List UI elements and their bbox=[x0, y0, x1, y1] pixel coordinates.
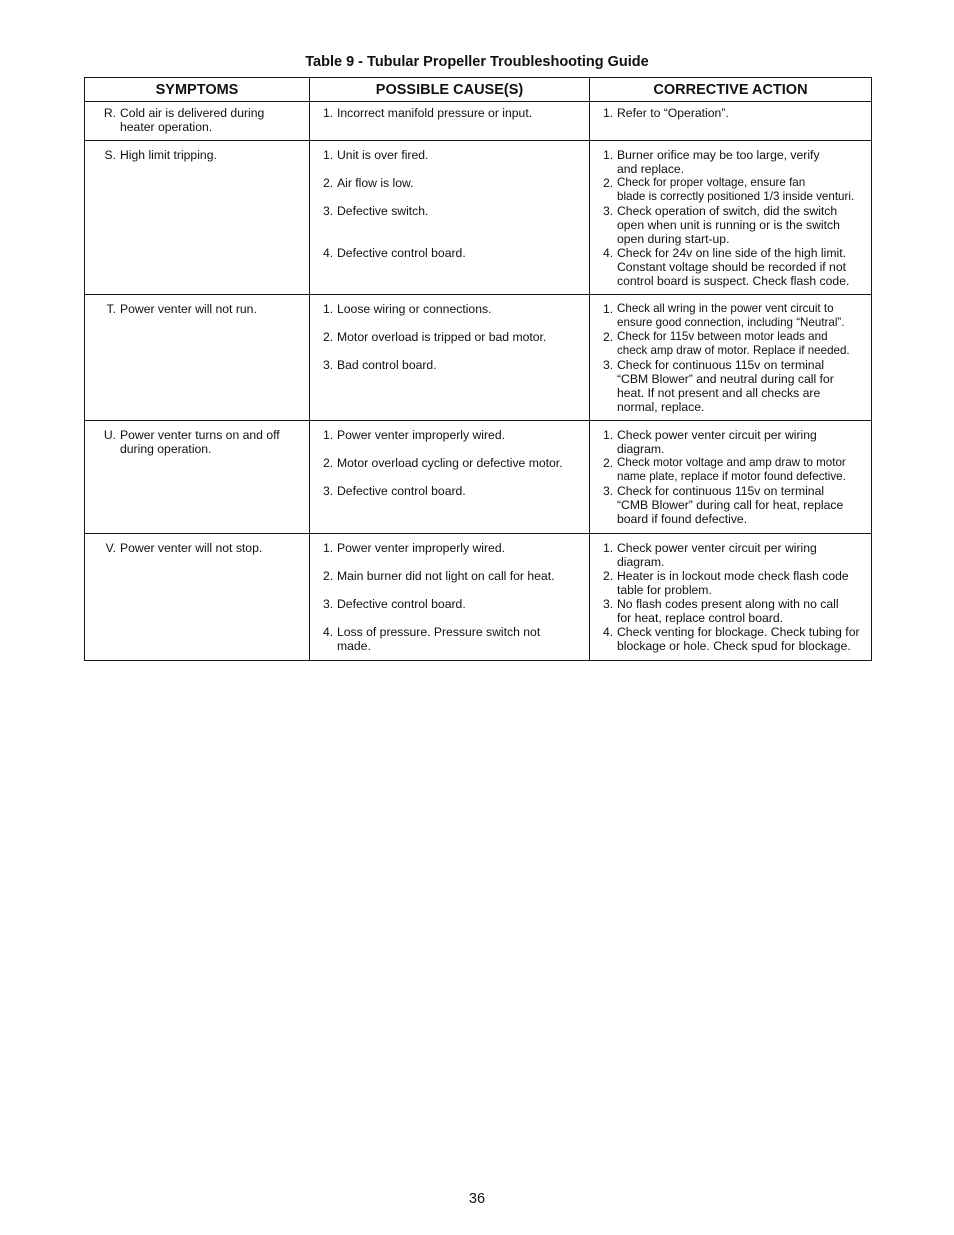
cause-item bbox=[310, 484, 583, 498]
causes-cell bbox=[310, 421, 590, 534]
cause-text: Bad control board. bbox=[337, 358, 437, 372]
cause-number: 3. bbox=[323, 358, 334, 372]
cause-text: Incorrect manifold pressure or input. bbox=[337, 106, 533, 120]
table-row bbox=[85, 295, 872, 421]
action-item bbox=[590, 246, 865, 288]
table-row bbox=[85, 141, 872, 295]
action-item bbox=[590, 569, 865, 597]
symptom-letter: U. bbox=[103, 428, 116, 442]
action-text: No flash codes present along with no call for heat, replace control board. bbox=[617, 597, 839, 625]
cause-item bbox=[310, 428, 583, 456]
action-text: Check for 24v on line side of the high limit. Constant voltage should be recorded if not control board is suspect. Check flash code. bbox=[617, 246, 850, 288]
cause-item bbox=[310, 330, 583, 358]
cause-text: Defective control board. bbox=[337, 246, 466, 260]
action-text: Check all wring in the power vent circuit to ensure good connection, including “Neutral”. bbox=[617, 302, 845, 329]
action-text: Check power venter circuit per wiring diagram. bbox=[617, 541, 817, 569]
cause-item bbox=[310, 148, 583, 176]
action-item bbox=[590, 456, 865, 484]
symptom-letter: V. bbox=[105, 541, 116, 555]
cause-text: Motor overload is tripped or bad motor. bbox=[337, 330, 547, 344]
cause-number: 2. bbox=[323, 176, 334, 190]
action-text: Check power venter circuit per wiring diagram. bbox=[617, 428, 817, 456]
table-header-row bbox=[85, 78, 872, 102]
cause-item bbox=[310, 358, 583, 372]
symptom-cell bbox=[85, 295, 310, 421]
action-number: 2. bbox=[603, 330, 614, 344]
action-item bbox=[590, 541, 865, 569]
action-number: 2. bbox=[603, 569, 614, 583]
action-text: Check operation of switch, did the switch open when unit is running or is the switch open during start-up. bbox=[617, 204, 840, 246]
symptom-text: Power venter will not stop. bbox=[120, 541, 263, 555]
header-possible-causes: POSSIBLE CAUSE(S) bbox=[310, 78, 590, 102]
header-corrective-action: CORRECTIVE ACTION bbox=[590, 78, 872, 102]
action-item bbox=[590, 106, 865, 120]
troubleshooting-table bbox=[84, 77, 872, 661]
symptom-text: Power venter turns on and off during operation. bbox=[120, 428, 280, 456]
cause-number: 2. bbox=[323, 330, 334, 344]
cause-text: Motor overload cycling or defective motor. bbox=[337, 456, 563, 470]
table-title: Table 9 - Tubular Propeller Troubleshooting Guide bbox=[305, 54, 649, 70]
action-text: Check for 115v between motor leads and check amp draw of motor. Replace if needed. bbox=[617, 330, 850, 357]
action-number: 1. bbox=[603, 106, 614, 120]
action-item bbox=[590, 358, 865, 414]
actions-cell bbox=[590, 421, 872, 534]
cause-number: 3. bbox=[323, 204, 334, 218]
action-number: 1. bbox=[603, 148, 614, 162]
cause-item bbox=[310, 246, 583, 260]
symptom-letter: R. bbox=[103, 106, 116, 120]
causes-cell bbox=[310, 141, 590, 295]
action-item bbox=[590, 176, 865, 204]
action-number: 2. bbox=[603, 456, 614, 470]
cause-item bbox=[310, 569, 583, 597]
action-number: 3. bbox=[603, 597, 614, 611]
cause-item bbox=[310, 456, 583, 484]
cause-text: Main burner did not light on call for heat. bbox=[337, 569, 555, 583]
cause-item bbox=[310, 541, 583, 569]
cause-item bbox=[310, 204, 583, 246]
symptom-letter: S. bbox=[104, 148, 116, 162]
symptom-text: Power venter will not run. bbox=[120, 302, 257, 316]
symptom-cell bbox=[85, 534, 310, 661]
action-text: Check venting for blockage. Check tubing for blockage or hole. Check spud for blockage. bbox=[617, 625, 860, 653]
actions-cell bbox=[590, 102, 872, 141]
action-text: Check for continuous 115v on terminal “CMB Blower” during call for heat, replace board if found defective. bbox=[617, 484, 844, 526]
action-number: 4. bbox=[603, 246, 614, 260]
cause-number: 4. bbox=[323, 625, 334, 639]
cause-number: 1. bbox=[323, 541, 334, 555]
header-symptoms: SYMPTOMS bbox=[85, 78, 310, 102]
action-number: 1. bbox=[603, 541, 614, 555]
symptom-cell bbox=[85, 102, 310, 141]
cause-number: 2. bbox=[323, 456, 334, 470]
action-number: 4. bbox=[603, 625, 614, 639]
cause-text: Defective control board. bbox=[337, 597, 466, 611]
action-item bbox=[590, 148, 865, 176]
action-number: 3. bbox=[603, 484, 614, 498]
table-row bbox=[85, 534, 872, 661]
action-item bbox=[590, 428, 865, 456]
table-row bbox=[85, 102, 872, 141]
cause-item bbox=[310, 176, 583, 204]
action-text: Refer to “Operation”. bbox=[617, 106, 729, 120]
action-item bbox=[590, 330, 865, 358]
cause-text: Defective control board. bbox=[337, 484, 466, 498]
page-number: 36 bbox=[468, 1191, 486, 1207]
causes-cell bbox=[310, 534, 590, 661]
actions-cell bbox=[590, 295, 872, 421]
cause-text: Unit is over fired. bbox=[337, 148, 429, 162]
cause-number: 1. bbox=[323, 302, 334, 316]
causes-cell bbox=[310, 295, 590, 421]
cause-number: 3. bbox=[323, 484, 334, 498]
cause-text: Air flow is low. bbox=[337, 176, 414, 190]
symptom-letter: T. bbox=[106, 302, 116, 316]
cause-item bbox=[310, 302, 583, 330]
symptom-cell bbox=[85, 141, 310, 295]
cause-number: 2. bbox=[323, 569, 334, 583]
action-item bbox=[590, 204, 865, 246]
action-item bbox=[590, 484, 865, 526]
action-text: Check for continuous 115v on terminal “CBM Blower” and neutral during call for heat. If not present and all checks are normal, replace. bbox=[617, 358, 834, 414]
cause-text: Loose wiring or connections. bbox=[337, 302, 492, 316]
action-item bbox=[590, 597, 865, 625]
action-number: 2. bbox=[603, 176, 614, 190]
cause-text: Power venter improperly wired. bbox=[337, 541, 505, 555]
cause-number: 1. bbox=[323, 148, 334, 162]
causes-cell bbox=[310, 102, 590, 141]
actions-cell bbox=[590, 141, 872, 295]
cause-text: Loss of pressure. Pressure switch not made. bbox=[337, 625, 541, 653]
cause-item bbox=[310, 625, 583, 653]
action-text: Check motor voltage and amp draw to motor name plate, replace if motor found defective. bbox=[617, 456, 846, 483]
cause-number: 3. bbox=[323, 597, 334, 611]
symptom-text: High limit tripping. bbox=[120, 148, 217, 162]
table-row bbox=[85, 421, 872, 534]
action-number: 3. bbox=[603, 204, 614, 218]
action-item bbox=[590, 302, 865, 330]
cause-item bbox=[310, 597, 583, 625]
action-number: 1. bbox=[603, 302, 614, 316]
action-number: 3. bbox=[603, 358, 614, 372]
cause-text: Defective switch. bbox=[337, 204, 429, 218]
action-text: Burner orifice may be too large, verify and replace. bbox=[617, 148, 820, 176]
action-number: 1. bbox=[603, 428, 614, 442]
cause-number: 1. bbox=[323, 106, 334, 120]
action-item bbox=[590, 625, 865, 653]
cause-item bbox=[310, 106, 583, 120]
action-text: Heater is in lockout mode check flash code table for problem. bbox=[617, 569, 849, 597]
cause-number: 4. bbox=[323, 246, 334, 260]
actions-cell bbox=[590, 534, 872, 661]
cause-text: Power venter improperly wired. bbox=[337, 428, 505, 442]
cause-number: 1. bbox=[323, 428, 334, 442]
symptom-text: Cold air is delivered during heater operation. bbox=[120, 106, 265, 134]
symptom-cell bbox=[85, 421, 310, 534]
action-text: Check for proper voltage, ensure fan blade is correctly positioned 1/3 inside venturi. bbox=[617, 176, 855, 203]
